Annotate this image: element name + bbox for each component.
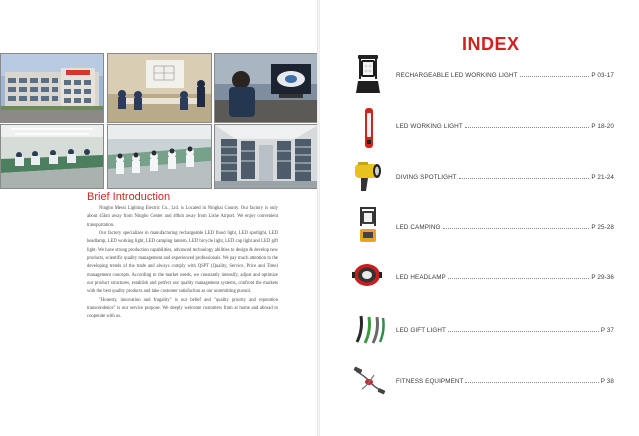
index-entry-page: P 03-17: [591, 71, 614, 79]
index-entry-page: P 37: [600, 326, 614, 334]
index-entry[interactable]: [396, 325, 614, 335]
index-entry-page: P 21-24: [591, 173, 614, 181]
led-work-light-icon: [362, 107, 376, 149]
intro-paragraph: Ningbo Messi Lighting Electric Co., Ltd. is Located in Ninghai County. Our factory is only about 45km away from Ningbo Center and 40km away from Lishe Airport. We enjoy convenient transportation.: [87, 206, 278, 228]
leader-dots: [465, 382, 598, 383]
intro-title: Brief Introduction: [87, 191, 171, 203]
index-entry-page: P 18-20: [591, 122, 614, 130]
intro-paragraph: "Honesty, innovation and frugality" is our belief and "quality priority and reputation transcendence" is our service purpose. We deeply welcome customers from at home and abroad to cooperate with us.: [87, 297, 278, 320]
index-entry[interactable]: [396, 272, 614, 282]
leader-dots: [520, 76, 590, 77]
index-entry-page: P 38: [600, 377, 614, 385]
index-entry-label: LED CAMPING: [396, 223, 441, 231]
leader-dots: [443, 228, 590, 229]
index-entry-page: P 25-28: [591, 223, 614, 231]
leader-dots: [459, 178, 590, 179]
index-entry-page: P 29-36: [591, 273, 614, 281]
index-entry-label: LED WORKING LIGHT: [396, 122, 463, 130]
index-entry[interactable]: [396, 172, 614, 182]
diving-spotlight-icon: [352, 158, 382, 194]
index-entry[interactable]: [396, 121, 614, 131]
index-title: INDEX: [462, 34, 520, 54]
intro-paragraph: Our factory specializes in manufacturing rechargeable LED flood light, LED spotlight, LED headlamp, LED working light, LED camping lantern, LED bicycle light, LED cap light and LED gift light. We have strong production capabilities, advanced technology abilities to design & develop new products, scientific quality management and experienced professionals. We pay much attention to the developing trends of the trade and always comply with QSPT (Quality, Service, Price and Time) management concepts. According to the market needs, we constantly intensify, adjust and optimize our product structures, establish and perfect our quality management systems, confront the markets with the best quality products and take customer satisfaction as our unremitting pursuit.: [87, 231, 278, 295]
index-entry[interactable]: [396, 376, 614, 386]
index-entry-label: DIVING SPOTLIGHT: [396, 173, 457, 181]
meeting-room-photo: [107, 53, 212, 123]
leader-dots: [465, 127, 590, 128]
leader-dots: [448, 331, 599, 332]
leader-dots: [448, 278, 590, 279]
index-entry[interactable]: [396, 70, 614, 80]
index-entry-label: FITNESS EQUIPMENT: [396, 377, 464, 385]
index-entry[interactable]: [396, 222, 614, 232]
index-entry-label: RECHARGEABLE LED WORKING LIGHT: [396, 71, 518, 79]
index-entry-label: LED HEADLAMP: [396, 273, 446, 281]
testing-racks-photo: [214, 124, 319, 189]
camping-lantern-icon: [357, 204, 379, 244]
rechargeable-work-light-icon: [355, 53, 381, 95]
assembly-workers-photo: [107, 124, 212, 189]
production-line-photo: [0, 124, 104, 189]
gift-light-icon: [353, 312, 385, 346]
design-engineer-photo: [214, 53, 319, 123]
index-entry-label: LED GIFT LIGHT: [396, 326, 446, 334]
fitness-equipment-icon: [352, 365, 386, 397]
intro-text: [87, 205, 278, 322]
left-page: [0, 0, 318, 436]
factory-building-photo: [0, 53, 104, 123]
headlamp-icon: [352, 262, 382, 288]
